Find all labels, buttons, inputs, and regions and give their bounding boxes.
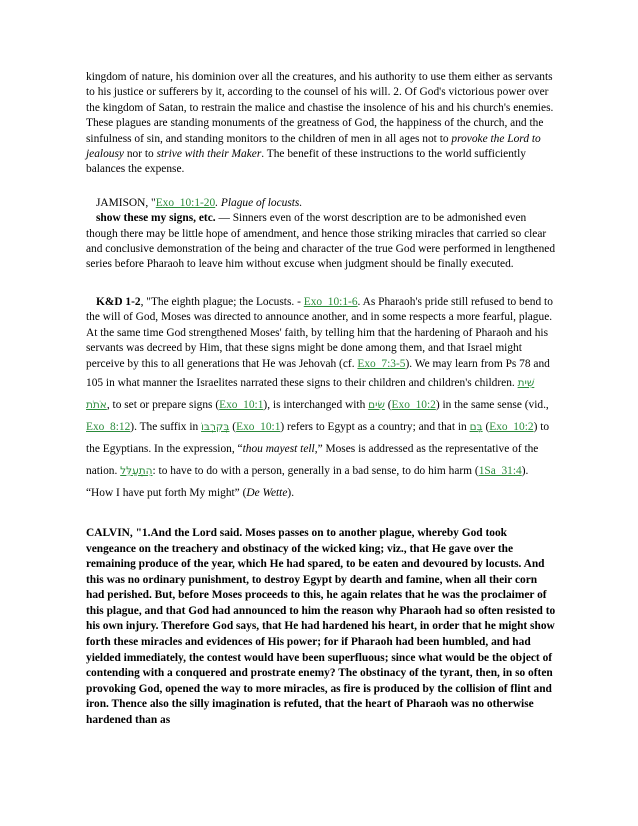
hebrew-word[interactable]: שִׂים [368, 398, 385, 411]
scripture-link[interactable]: Exo_10:2 [391, 398, 436, 411]
scripture-link[interactable]: 1Sa_31:4 [478, 464, 522, 477]
kd-paragraph: K&D 1-2, "The eighth plague; the Locusts. - Exo_10:1-6. As Pharaoh's pride still refused to bend to the will of God, Moses was directed to announce another, and in some respects a more fearful, plague. At the same time God strengthened Moses' faith, by telling him that the hardening of Pharaoh and his servants was decreed by Him, that these signs might be done among them, and that Israel might perceive by this to all generations that He was Jehovah (cf. Exo_7:3-5). We may learn from Ps 78 and 105 in what manner the Israelites narrated these signs to their children and children's children. שִׁית אֹתֹת, to set or prepare signs (Exo_10:1), is interchanged with שִׂים (Exo_10:2) in the same sense (vid., Exo_8:12). The suffix in בְּקִרְבּוֹ (Exo_10:1) refers to Egypt as a country; and that in בָּם (Exo_10:2) to the Egyptians. In the expression, “thou mayest tell,” Moses is addressed as the representative of the nation. הִתְעַלֵּל: to have to do with a person, generally in a bad sense, to do him harm (1Sa_31:4). “How I have put forth My might” (De Wette). [86, 295, 553, 499]
hebrew-word[interactable]: בְּקִרְבּוֹ [201, 420, 230, 433]
hebrew-word[interactable]: בָּם [469, 420, 483, 433]
hebrew-word[interactable]: שִׁית אֹתֹת [86, 376, 535, 411]
jamison-paragraph: show these my signs, etc. — Sinners even of the worst description are to be admonished even though there may be little hope of amendment, and hence those striking miracles that carried so clear and conclusive demonstration of the being and character of the true God were performed in lengthened series before Pharaoh to leave him without excuse when judgment should be finally executed. [86, 212, 556, 271]
scripture-link[interactable]: Exo_8:12 [86, 420, 131, 433]
calvin-paragraph: CALVIN, "1.And the Lord said. Moses passes on to another plague, whereby God took vengeance on the treachery and obstinacy of the wicked king; viz., that He gave over the remaining produce of the year, which He had spared, to be eaten and devoured by locusts. And this was no ordinary punishment, to destroy Egypt by dearth and famine, when all their corn had perished. But, before Moses proceeds to this, he again relates that he was the proclaimer of this plague, and that God had announced to him the reason why Pharaoh had so often resisted to his own injury. Therefore God says, that He had hardened his heart, in order that he might show forth these miracles and evidences of His power; for if Pharaoh had been humbled, and had yielded immediately, the contest would have been superfluous; since what would be the object of contending with a conquered and prostrate enemy? The obstinacy of the tyrant, then, in so often provoking God, opened the way to more miracles, as fire is produced by the collision of flint and iron. Thence also the silly imagination is refuted, that the heart of Pharaoh was no otherwise hardened than as [86, 526, 556, 727]
scripture-link[interactable]: Exo_10:1 [236, 420, 281, 433]
hebrew-word[interactable]: הִתְעַלֵּל [120, 464, 153, 477]
spacer [86, 178, 556, 196]
scripture-link[interactable]: Exo_10:1-20 [155, 196, 216, 209]
scripture-link[interactable]: Exo_10:1-6 [303, 295, 358, 308]
spacer [86, 273, 556, 295]
scripture-link[interactable]: Exo_10:2 [489, 420, 534, 433]
document-page [86, 70, 556, 729]
scripture-link[interactable]: Exo_7:3-5 [357, 357, 406, 370]
jamison-heading: JAMISON, "Exo_10:1-20. Plague of locusts. [96, 196, 303, 209]
paragraph-henry-continuation: kingdom of nature, his dominion over all the creatures, and his authority to use them either as servants to his justice or sufferers by it, according to the counsel of his will. 2. Of God's victorious power over the kingdom of Satan, to restrain the malice and chastise the insolence of his and his church's enemies. These plagues are standing monuments of the greatness of God, the happiness of the church, and the sinfulness of sin, and standing monitors to the children of men in all ages not to provoke the Lord to jealousy nor to strive with their Maker. The benefit of these instructions to the world sufficiently balances the expense. [86, 71, 554, 176]
spacer [86, 504, 556, 526]
scripture-link[interactable]: Exo_10:1 [219, 398, 264, 411]
